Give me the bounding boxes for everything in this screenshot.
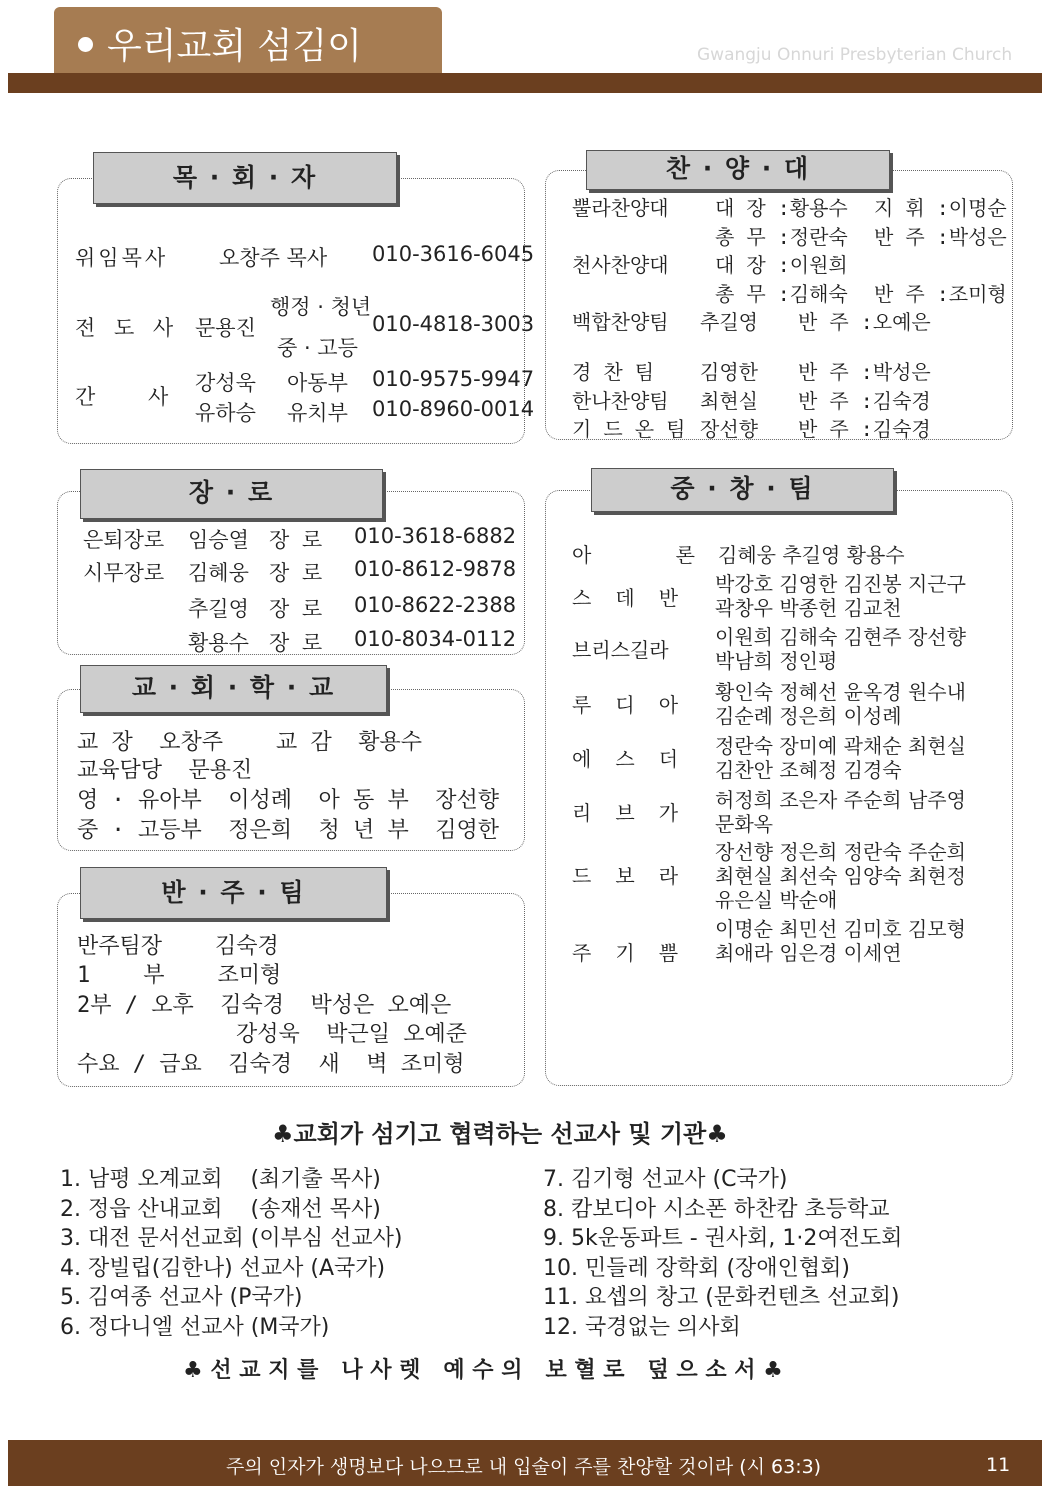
evangelist-phone: 010-4818-3003 <box>372 312 535 336</box>
accompanist-line: 반주팀장 김숙경 <box>77 934 279 959</box>
choir-role: 반 주 :조미형 <box>874 282 1007 306</box>
staff-name: 유하승 <box>195 401 256 425</box>
elder-name: 황용수 <box>188 631 249 655</box>
ensemble-members: 최애라 임은경 이세연 <box>715 941 902 965</box>
mission-item: 5. 김여종 선교사 (P국가) <box>60 1285 303 1310</box>
elder-role: 장 로 <box>269 631 323 655</box>
footer-verse: 주의 인자가 생명보다 나으므로 내 입술이 주를 찬양할 것이라 (시 63:3) <box>226 1456 822 1478</box>
pastor-phone: 010-3616-6045 <box>372 242 535 266</box>
elders-title: 장 · 로 <box>80 469 383 519</box>
ensemble-members: 황인숙 정혜선 윤옥경 원수내 <box>715 680 966 704</box>
choir-role: 대 장 :이원희 <box>715 253 848 277</box>
choir-name: 백합찬양팀 <box>572 310 669 334</box>
choir-leader: 장선향 <box>700 417 758 441</box>
choir-role: 반 주 :김숙경 <box>798 417 931 441</box>
accompanist-line: 1 부 조미형 <box>77 963 282 988</box>
church-name: Gwangju Onnuri Presbyterian Church <box>697 45 1013 65</box>
elder-name: 추길영 <box>188 597 249 621</box>
school-line: 교 장 오창주 교 감 황용수 <box>77 730 422 755</box>
mission-item: 8. 캄보디아 시소폰 하찬캄 초등학교 <box>543 1197 890 1222</box>
elder-category: 은퇴장로 <box>83 528 165 552</box>
ensemble-group: 드 보 라 <box>572 864 679 888</box>
mission-item: 6. 정다니엘 선교사 (M국가) <box>60 1315 330 1340</box>
staff-phone: 010-8960-0014 <box>372 397 535 421</box>
ensemble-members: 장선향 정은희 정란숙 주순희 <box>715 840 966 864</box>
staff-phone: 010-9575-9947 <box>372 367 535 391</box>
ensemble-title: 중 · 창 · 팀 <box>591 468 894 512</box>
evangelist-role: 전 도 사 <box>75 316 180 340</box>
ensemble-members: 유은실 박순애 <box>715 888 838 912</box>
ensemble-group: 브리스길라 <box>572 638 669 662</box>
school-line: 교육담당 문용진 <box>77 758 253 783</box>
pastor-name: 오창주 목사 <box>219 246 328 270</box>
choir-role: 반 주 :김숙경 <box>798 389 931 413</box>
ensemble-members: 박남희 정인평 <box>715 649 838 673</box>
choir-role: 지 휘 :이명순 <box>874 196 1007 220</box>
ensemble-group: 리 브 가 <box>572 801 679 825</box>
ensemble-members: 김순례 정은희 이성례 <box>715 704 902 728</box>
evangelist-dept: 행정 · 청년 <box>270 295 372 319</box>
elder-category: 시무장로 <box>83 561 165 585</box>
ensemble-members: 김찬안 조혜정 김경숙 <box>715 758 902 782</box>
choir-title: 찬 · 양 · 대 <box>586 150 890 190</box>
staff-dept: 아동부 <box>287 371 348 395</box>
school-title: 교 · 회 · 학 · 교 <box>80 665 387 713</box>
ensemble-members: 허정희 조은자 주순희 남주영 <box>715 788 966 812</box>
choir-name: 기 드 온 팀 <box>572 417 686 441</box>
ensemble-members: 곽창우 박종헌 김교천 <box>715 596 902 620</box>
choir-leader: 최현실 <box>700 389 758 413</box>
accompanist-line: 2부 / 오후 김숙경 박성은 오예은 <box>77 993 452 1018</box>
mission-item: 1. 남평 오계교회 (최기출 목사) <box>60 1167 381 1192</box>
mission-prayer: ♣ 선 교 지 를 나 사 렛 예 수 의 보 혈 로 덮 으 소 서 ♣ <box>183 1358 783 1383</box>
staff-role: 간 사 <box>75 385 169 409</box>
pastors-title: 목 · 회 · 자 <box>93 152 397 204</box>
choir-name: 경 찬 팀 <box>572 360 655 384</box>
staff-name: 강성욱 <box>195 371 256 395</box>
mission-item: 10. 민들레 장학회 (장애인협회) <box>543 1256 850 1281</box>
ensemble-members: 이명순 최민선 김미호 김모형 <box>715 917 966 941</box>
evangelist-dept: 중 · 고등 <box>277 336 358 360</box>
mission-item: 4. 장빌립(김한나) 선교사 (A국가) <box>60 1256 386 1281</box>
choir-role: 총 무 :김해숙 <box>715 282 848 306</box>
page-title-text: 우리교회 섬김이 <box>107 26 362 67</box>
ensemble-group: 루 디 아 <box>572 693 679 717</box>
elder-name: 김혜웅 <box>188 561 249 585</box>
elder-phone: 010-8622-2388 <box>354 593 517 617</box>
evangelist-name: 문용진 <box>195 316 256 340</box>
staff-dept: 유치부 <box>287 401 348 425</box>
choir-role: 총 무 :정란숙 <box>715 225 848 249</box>
choir-role: 대 장 :황용수 <box>715 196 848 220</box>
mission-item: 11. 요셉의 창고 (문화컨텐츠 선교회) <box>543 1285 900 1310</box>
choir-role: 반 주 :박성은 <box>874 225 1007 249</box>
choir-leader: 김영한 <box>700 360 758 384</box>
elder-phone: 010-8034-0112 <box>354 627 517 651</box>
elder-role: 장 로 <box>269 561 323 585</box>
ensemble-group: 스 데 반 <box>572 586 679 610</box>
ensemble-members: 박강호 김영한 김진봉 지근구 <box>715 572 966 596</box>
mission-item: 7. 김기형 선교사 (C국가) <box>543 1167 788 1192</box>
ensemble-group: 에 스 더 <box>572 747 679 771</box>
mission-item: 12. 국경없는 의사회 <box>543 1315 741 1340</box>
accompanist-line: 수요 / 금요 김숙경 새 벽 조미형 <box>77 1052 465 1077</box>
mission-item: 2. 정읍 산내교회 (송재선 목사) <box>60 1197 381 1222</box>
elder-phone: 010-8612-9878 <box>354 557 517 581</box>
choir-leader: 추길영 <box>700 310 758 334</box>
choir-name: 뿔라찬양대 <box>572 196 669 220</box>
elder-phone: 010-3618-6882 <box>354 524 517 548</box>
elder-role: 장 로 <box>269 528 323 552</box>
missions-title: ♣교회가 섬기고 협력하는 선교사 및 기관♣ <box>272 1120 728 1148</box>
ensemble-members: 이원희 김해숙 김현주 장선향 <box>715 625 966 649</box>
ensemble-members: 김혜웅 추길영 황용수 <box>718 543 905 567</box>
ensemble-group: 주 기 쁨 <box>572 941 679 965</box>
school-line: 영 · 유아부 이성례 아 동 부 장선향 <box>77 788 499 813</box>
ensemble-members: 최현실 최선숙 임양숙 최현정 <box>715 864 966 888</box>
accompanist-title: 반 · 주 · 팀 <box>80 867 387 919</box>
pastor-role: 위임목사 <box>75 246 169 270</box>
school-line: 중 · 고등부 정은희 청 년 부 김영한 <box>77 818 499 843</box>
mission-item: 3. 대전 문서선교회 (이부심 선교사) <box>60 1226 403 1251</box>
choir-name: 한나찬양팀 <box>572 389 669 413</box>
mission-item: 9. 5k운동파트 - 권사회, 1·2여전도회 <box>543 1226 903 1251</box>
choir-role: 반 주 :오예은 <box>798 310 931 334</box>
elder-role: 장 로 <box>269 597 323 621</box>
elder-name: 임승열 <box>188 528 249 552</box>
ensemble-group: 아 론 <box>572 543 695 567</box>
page-number: 11 <box>986 1454 1011 1476</box>
ensemble-members: 문화옥 <box>715 812 773 836</box>
choir-name: 천사찬양대 <box>572 253 669 277</box>
ensemble-members: 정란숙 장미예 곽채순 최현실 <box>715 734 966 758</box>
accompanist-line: 강성욱 박근일 오예준 <box>77 1022 467 1047</box>
choir-role: 반 주 :박성은 <box>798 360 931 384</box>
